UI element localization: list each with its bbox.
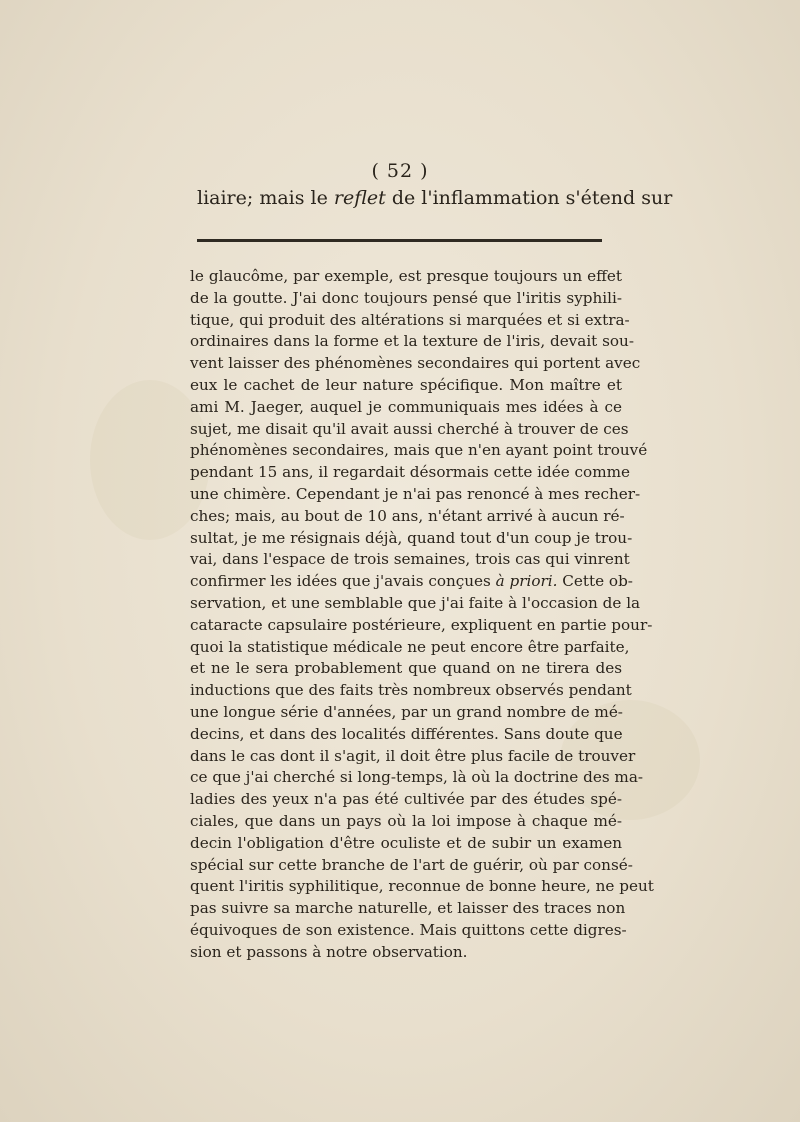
running-line-italic: reflet	[333, 187, 386, 209]
italic-phrase: à priori.	[495, 572, 558, 591]
text-line: ciales, que dans un pays où la loi impose à chaque mé-	[190, 811, 622, 830]
text-line: ches; mais, au bout de 10 ans, n'étant arrivé à aucun ré-	[190, 506, 625, 525]
text-line: sujet, me disait qu'il avait aussi cherché à trouver de ces	[190, 419, 629, 438]
text-line: le glaucôme, par exemple, est presque toujours un effet	[190, 267, 622, 285]
text-line: dans le cas dont il s'agit, il doit être plus facile de trouver	[190, 746, 636, 765]
text-line: vent laisser des phénomènes secondaires qui portent avec	[190, 354, 641, 373]
text-line: équivoques de son existence. Mais quittons cette digres-	[190, 920, 627, 939]
text-line: inductions que des faits très nombreux observés pendant	[190, 681, 632, 700]
running-line-end: de l'inflammation s'étend sur	[385, 187, 673, 209]
text-line: decin l'obligation d'être oculiste et de subir un examen	[190, 833, 622, 852]
text-line: pas suivre sa marche naturelle, et laisser des traces non	[190, 899, 626, 918]
text-line: ladies des yeux n'a pas été cultivée par des études spé-	[190, 790, 622, 809]
text-line: ordinaires dans la forme et la texture de l'iris, devait sou-	[190, 332, 634, 351]
text-line: ce que j'ai cherché si long-temps, là où la doctrine des ma-	[190, 768, 644, 787]
text-line: cataracte capsulaire postérieure, expliquent en partie pour-	[190, 615, 653, 634]
body-text	[190, 266, 654, 964]
text-line: pendant 15 ans, il regardait désormais cette idée comme	[190, 463, 630, 482]
text-segment: Cette ob-	[557, 572, 633, 591]
horizontal-rule	[197, 239, 602, 242]
text-line: une chimère. Cependant je n'ai pas renoncé à mes recher-	[190, 484, 641, 503]
text-line-last: sion et passons à notre observation.	[190, 942, 468, 961]
text-line-mixed	[190, 571, 633, 593]
text-line: servation, et une semblable que j'ai faite à l'occasion de la	[190, 593, 641, 612]
text-line: vai, dans l'espace de trois semaines, trois cas qui vinrent	[190, 550, 630, 569]
text-line: sultat, je me résignais déjà, quand tout d'un coup je trou-	[190, 528, 633, 547]
text-line: de la goutte. J'ai donc toujours pensé que l'iritis syphili-	[190, 288, 622, 307]
text-line: quoi la statistique médicale ne peut encore être parfaite,	[190, 637, 630, 656]
text-line: ami M. Jaeger, auquel je communiquais mes idées à ce	[190, 397, 622, 416]
text-line: decins, et dans des localités différentes. Sans doute que	[190, 724, 623, 743]
text-segment: confirmer les idées que j'avais conçues	[190, 572, 491, 591]
text-line: spécial sur cette branche de l'art de guérir, où par consé-	[190, 855, 633, 874]
text-line: et ne le sera probablement que quand on ne tirera des	[190, 659, 622, 678]
text-line: phénomènes secondaires, mais que n'en ayant point trouvé	[190, 441, 648, 460]
page-number: ( 52 )	[371, 160, 429, 182]
text-line: une longue série d'années, par un grand nombre de mé-	[190, 702, 623, 721]
text-line: eux le cachet de leur nature spécifique. Mon maître et	[190, 375, 622, 394]
running-line	[197, 187, 673, 209]
text-line: quent l'iritis syphilitique, reconnue de bonne heure, ne peut	[190, 877, 654, 896]
running-line-start: liaire; mais le	[197, 187, 334, 209]
text-line: tique, qui produit des altérations si marquées et si extra-	[190, 310, 630, 329]
